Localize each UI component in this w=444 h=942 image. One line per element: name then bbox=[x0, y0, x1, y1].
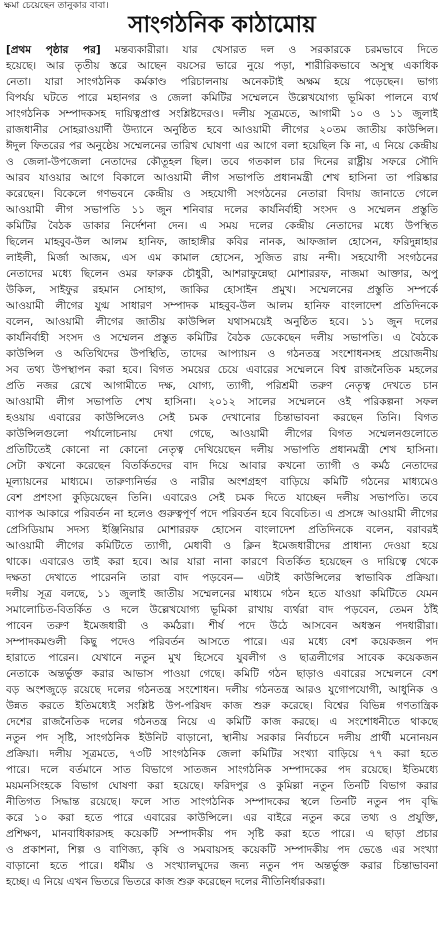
article-line: বাড়ানো হতে পারে। ধর্মীয় ও সংখ্যালঘুদের জন্য নতুন পদ অন্তর্ভুক্ত করার চিন্তাভাবনা bbox=[6, 860, 438, 872]
article-body bbox=[6, 42, 438, 940]
article-line: কাউন্সিলগুলো পর্যালোচনায় দেখা গেছে, আওয়ামী লীগের বিগত সম্মেলনগুলোতে bbox=[6, 428, 438, 440]
article-line: পারে। দলে বর্তমানে সাত বিভাগে সাতজন সাংগঠনিক সম্পাদকের পদ রয়েছে। ইতিমধ্যে bbox=[6, 764, 438, 776]
article-line: কমিটির বৈঠক ডাকার নির্দেশনা দেন। এ সময় দলের কেন্দ্রীয় নেতাদের মধ্যে উপস্থিত bbox=[6, 220, 438, 232]
article-line: নেতাদের মধ্যে ছিলেন ওমর ফারুক চৌধুরী, আশরাফুন্নেছা মোশাররফ, নাজমা আক্তার, অপু bbox=[6, 268, 438, 280]
article-line: প্রতি নজর রেখে আগামীতে দক্ষ, যোগ্য, ত্যাগী, পরিশ্রমী তরুণ নেতৃত্ব দেখতে চান bbox=[6, 380, 438, 392]
previous-article-snippet: ক্ষমা চেয়েছেন তানুকার বাবা। bbox=[4, 0, 109, 11]
article-line: সব তথ্য উপস্থাপন করা হবে। বিগত সময়ের চেয়ে এবারের সম্মেলনে বিশ্ব রাজনৈতিক মহলের bbox=[6, 364, 438, 376]
article-line: করেছেন। বিকেলে গণভবনে কেন্দ্রীয় ও সহযোগী সংগঠনের নেতারা বিদায় জানাতে গেলে bbox=[6, 188, 438, 200]
article-line: হচ্ছে। এ নিয়ে এখন ভিতরে ভিতরে কাজ শুরু করেছেন দলের নীতিনির্ধারকরা। bbox=[6, 876, 326, 888]
article-line: কাউন্সিল ও অতিথিদের উপস্থিতি, তাদের আপ্যায়ন ও গঠনতন্ত্র সংশোধনসহ প্রয়োজনীয় bbox=[6, 348, 438, 360]
article-line: বেশ প্রশংসা কুড়িয়েছেন তিনি। এবারেও সেই চমক দিতে যাচ্ছেন দলীয় সভাপতি। তবে bbox=[6, 492, 438, 504]
article-line: রাজধানীর সোহরাওয়ার্দী উদ্যানে অনুষ্ঠিত হবে আওয়ামী লীগের ২০তম জাতীয় কাউন্সিল। bbox=[6, 124, 438, 136]
article-line: ময়মনসিংহকে বিভাগ ঘোষণা করা হয়েছে। ফরিদপুর ও কুমিল্লা নতুন তিনটি বিভাগ করার bbox=[6, 780, 438, 792]
article-line: সম্পাদকমণ্ডলী কিছু পদেও পরিবর্তন আসতে পারে। এর মধ্যে বেশ কয়েকজন পদ bbox=[6, 636, 438, 648]
article-line: হয়েছে। আর তৃতীয় স্তরে আছেন বয়সের ভারে নুয়ে পড়া, শারীরিকভাবে অসুস্থ একাধিক bbox=[6, 60, 438, 72]
article-line: সেটা কখনো করেছেন বিতর্কিতদের বাদ দিয়ে আবার কখনো ত্যাগী ও কর্মঠ নেতাদের bbox=[6, 460, 438, 472]
article-line: সমালোচিত-বিতর্কিত ও দলে উল্লেখযোগ্য ভূমিকা রাখায় ব্যর্থরা বাদ পড়বেন, তেমন ঠাঁই bbox=[6, 604, 438, 616]
article-line: নেতা। যারা সাংগঠনিক কর্মকাণ্ড পরিচালনায় অনেকটাই অক্ষম হয়ে পড়েছেন। ভাগ্য bbox=[6, 76, 438, 88]
article-line: দক্ষতা দেখাতে পারেননি তারা বাদ পড়বেন— এটাই কাউন্সিলের স্বাভাবিক প্রক্রিয়া। bbox=[6, 572, 438, 584]
article-line: হওয়ায় এবারের কাউন্সিলেও সেই চমক দেখানোর চিন্তাভাবনা করছেন তিনি। বিগত bbox=[6, 412, 438, 424]
article-line: মূল্যায়নের মাধ্যমে। তারুণ্যনির্ভর ও নারীর অংশগ্রহণ বাড়িয়ে কমিটি গঠনের মাধ্যমেও bbox=[6, 476, 438, 488]
article-line: ঈদুল ফিতরের পর অনুষ্ঠেয় সম্মেলনের তারিখ ঘোষণা এর আগে বলা হয়েছিল কি না, এ নিয়ে কেন্দ্রীয় bbox=[6, 140, 438, 152]
article-line: দলীয় সূত্র বলছে, ১১ জুলাই জাতীয় সম্মেলনের মাধ্যমে গঠন হতে যাওয়া কমিটিতে যেমন bbox=[6, 588, 438, 600]
article-line: করে ১০ করা হতে পারে এবারের কাউন্সিলে। এর বাইরে নতুন করে তথ্য ও প্রযুক্তি, bbox=[6, 812, 438, 824]
article-line: আওয়ামী লীগের কমিটিতে ত্যাগী, মেধাবী ও ক্লিন ইমেজধারীদের প্রাধান্য দেওয়া হয়ে bbox=[6, 540, 438, 552]
article-line: বলেন, আওয়ামী লীগের জাতীয় কাউন্সিল যথাসময়েই অনুষ্ঠিত হবে। ১১ জুন দলের bbox=[6, 316, 438, 328]
article-line: লাইলী, মির্জা আজম, এস এম কামাল হোসেন, সুজিত রায় নন্দী। সহযোগী সংগঠনের bbox=[6, 252, 438, 264]
article-line: ব্যাপক আকারে পরিবর্তন না হলেও গুরুত্বপূর্ণ পদে পরিবর্তন হবে বিবেচিত। এ প্রসঙ্গে আওয়ামী লীগের bbox=[6, 508, 438, 520]
article-line: বড় অংশজুড়ে রয়েছে দলের গঠনতন্ত্র সংশোধন। দলীয় গঠনতন্ত্র আরও যুগোপযোগী, আধুনিক ও bbox=[6, 684, 438, 696]
article-line: সাংগঠনিক সম্পাদকসহ দায়িত্বপ্রাপ্ত সংশ্লিষ্টদেরও। দলীয় সূত্রমতে, আগামী ১০ ও ১১ জুলাই bbox=[6, 108, 438, 120]
article-line-text: মন্তব্যকারীরা। যার খেসারত দল ও সরকারকে চরমভাবে দিতে bbox=[100, 44, 438, 56]
article-line: ও জেলা-উপজেলা নেতাদের কৌতূহল ছিল। তবে গতকাল চার দিনের রাষ্ট্রীয় সফরে সৌদি bbox=[6, 156, 438, 168]
article-line: নেতাকে অন্তর্ভুক্ত করার আভাস পাওয়া গেছে। কমিটি গঠন ছাড়াও এবারের সম্মেলনে বেশ bbox=[6, 668, 438, 680]
article-line: থাকে। এবারেও তাই করা হবে। আর যারা নানা কারণে বিতর্কিত হয়েছেন ও দায়িত্বে থেকে bbox=[6, 556, 438, 568]
article-line: প্রেসিডিয়াম সদস্য ইঞ্জিনিয়ার মোশাররফ হোসেন বাংলাদেশ প্রতিদিনকে বলেন, বরাবরই bbox=[6, 524, 438, 536]
article-line: দেশের রাজনৈতিক দলের গঠনতন্ত্র নিয়ে এ কমিটি কাজ করছে। এ সংশোধনীতে থাকছে bbox=[6, 716, 438, 728]
article-line: প্রতিটিতেই কোনো না কোনো নেতৃত্ব দেখিয়েছেন দলীয় সভাপতি প্রধানমন্ত্রী শেখ হাসিনা। bbox=[6, 444, 438, 456]
article-line: কার্যনির্বাহী সংসদ ও সম্মেলন প্রস্তুত কমিটির বৈঠক ডেকেছেন দলীয় সভাপতি। এ বৈঠকে bbox=[6, 332, 438, 344]
article-headline: সাংগঠনিক কাঠামোয় bbox=[128, 11, 316, 38]
article-line: নতুন পদ সৃষ্টি, সাংগঠনিক ইউনিট বাড়ানো, স্থানীয় সরকার নির্বাচনে দলীয় প্রার্থী মনোনয়ন bbox=[6, 732, 438, 744]
article-line: উন্নত করতে ইতিমধ্যেই সংশ্লিষ্ট উপ-পরিষদ কাজ শুরু করেছে। বিশ্বের বিভিন্ন গণতান্ত্রিক bbox=[6, 700, 438, 712]
article-line: বিপর্যয় ঘটতে পারে মহানগর ও জেলা কমিটির সম্মেলনে উল্লেখযোগ্য ভূমিকা পালনে ব্যর্থ bbox=[6, 92, 438, 104]
article-line: নীতিগত সিদ্ধান্ত রয়েছে। ফলে সাত সাংগঠনিক সম্পাদকের স্থলে তিনটি নতুন পদ বৃদ্ধি bbox=[6, 796, 438, 808]
article-line bbox=[6, 42, 438, 58]
article-line: আওয়ামী লীগ সভাপতি ১১ জুন শনিবার দলের কার্যনির্বাহী সংসদ ও সম্মেলন প্রস্তুতি bbox=[6, 204, 438, 216]
article-line: পাবেন তরুণ ইমেজধারী ও কর্মঠরা। শীর্ষ পদে উঠে আসবেন অধস্তন পদধারীরা। bbox=[6, 620, 438, 632]
article-line: ও প্রকাশনা, শিল্প ও বাণিজ্য, কৃষি ও সমবায়সহ কয়েকটি সম্পাদকীয় পদ ভেঙে এর সংখ্যা bbox=[6, 844, 438, 856]
article-line: প্রক্রিয়া। দলীয় সূত্রমতে, ৭৩টি সাংগঠনিক জেলা কমিটির সংখ্যা বাড়িয়ে ৭৭ করা হতে bbox=[6, 748, 438, 760]
article-line: আওয়ামী লীগের যুগ্ম সাধারণ সম্পাদক মাহবুব-উল আলম হানিফ বাংলাদেশ প্রতিদিনকে bbox=[6, 300, 438, 312]
lead-label: [প্রথম পৃষ্ঠার পর] bbox=[6, 44, 101, 56]
article-line: আরব যাওয়ার আগে বিকালে আওয়ামী লীগ সভাপতি প্রধানমন্ত্রী শেখ হাসিনা তা পরিষ্কার bbox=[6, 172, 438, 184]
article-line: আওয়ামী লীগ সভাপতি শেখ হাসিনা। ২০১২ সালের সম্মেলনে ওই পরিকল্পনা সফল bbox=[6, 396, 438, 408]
article-line: প্রশিক্ষণ, মানবাধিকারসহ কয়েকটি সম্পাদকীয় পদ সৃষ্টি করা হতে পারে। এ ছাড়া প্রচার bbox=[6, 828, 438, 840]
article-line: উকিল, সাইফুর রহমান সোহাগ, জাকির হোসাইন প্রমুখ। সম্মেলনের প্রস্তুতি সম্পর্কে bbox=[6, 284, 438, 296]
article-line: হারাতে পারেন। যেখানে নতুন মুখ হিসেবে যুবলীগ ও ছাত্রলীগের সাবেক কয়েকজন bbox=[6, 652, 438, 664]
article-line: ছিলেন মাহবুব-উল আলম হানিফ, জাহাঙ্গীর কবির নানক, আফজাল হোসেন, ফরিদুন্নাহার bbox=[6, 236, 438, 248]
